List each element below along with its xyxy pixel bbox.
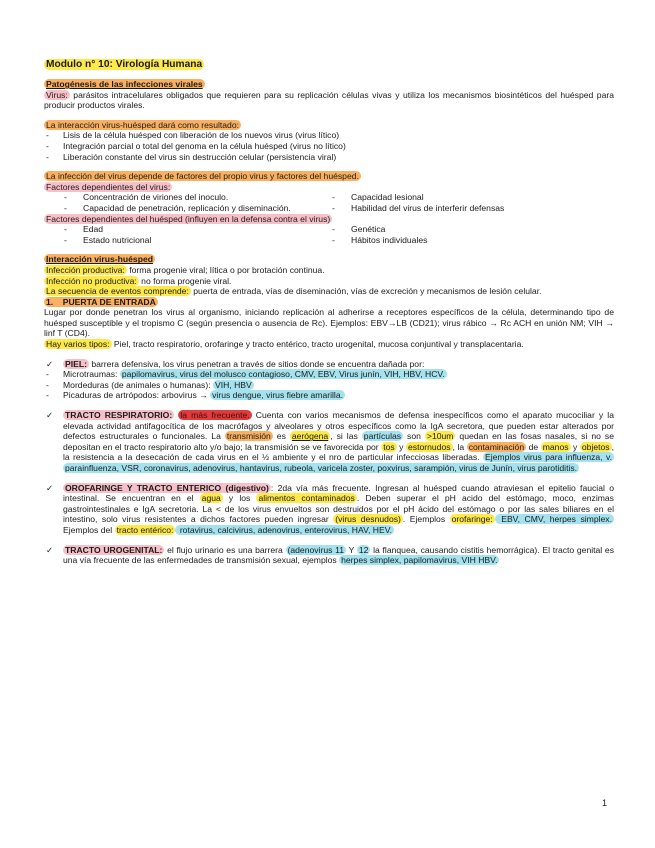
factores-virus-heading: Factores dependientes del virus: xyxy=(46,181,171,192)
virus-definition: Virus: parásitos intracelulares obligados que requieren para su replicación células vivas y utiliza los mecanismos biosintéticos del huésped para producir productos virales. xyxy=(44,89,614,111)
tracto-respiratorio-block: ✓ TRACTO RESPIRATORIO: la más frecuente. Cuenta con varios mecanismos de defensa inespecíficos como el aparato mucociliar y la elevada actividad antifagocítica de los macrófagos y alveolares y otros específicos como la IgA secretora, que pueden estar alterados por defectos estructurales o funcionales. La transmisión es aerógena , si las partículas son >10um quedan en las fosas nasales, si no se depositan en el tracto respiratorio alto y/o bajo; la transmisión se ve favorecida por tos y estornudos , la contaminación de manos y objetos , la resistencia a la desecación de cada virus en el ½ ambiente y el nro de particular infecciosas liberadas. Ejemplos virus para influenza, v. parainfluenza, VSR, coronavirus, adenovirus, hantavirus, rubeola, varicela zoster, poxvirus, sarampión, virus de Junín, virus parotiditis. xyxy=(46,410,615,473)
piel-list xyxy=(44,369,614,401)
infeccion-no-productiva: Infección no productiva: no forma progenie viral. xyxy=(46,275,232,286)
list-item: - Capacidad lesional xyxy=(329,192,614,203)
puerta-entrada-text: Lugar por donde penetran los virus al organismo, iniciando replicación al adherirse a receptores específicos de la célula, determinando tipo de huésped susceptible y el tropismo C (según presencia o ausencia de Rc). Ejemplos: EBV→LB (CD21); virus rábico → Rc ACH en unión NM; VIH → linf T (CD4). xyxy=(44,307,614,339)
factores-huesped-heading: Factores dependientes del huésped (influyen en la defensa contra el virus) xyxy=(46,213,331,224)
list-item: - Concentración de viriones del inoculo. xyxy=(44,192,329,203)
puerta-entrada-heading: 1. PUERTA DE ENTRADA xyxy=(46,296,156,307)
section-heading-patogenesis: Patogénesis de las infecciones virales xyxy=(46,79,203,89)
document-page xyxy=(44,58,614,566)
tipos-entrada: Hay varios tipos: Piel, tracto respiratorio, orofaringe y tracto entérico, tracto urogenital, mucosa conjuntival y transplacentaria. xyxy=(46,339,524,350)
list-item: - Microtraumas: papilomavirus, virus del molusco contagioso, CMV, EBV, Virus junín, VIH, HBV, HCV. xyxy=(44,369,614,380)
check-icon: ✓ xyxy=(46,544,54,555)
infeccion-productiva: Infección productiva: forma progenie viral; lítica o por brotación continua. xyxy=(46,264,325,275)
factores-heading: La infección del virus depende de factores del propio virus y factores del huésped. xyxy=(46,171,359,182)
page-number: 1 xyxy=(602,798,608,808)
factores-virus-list xyxy=(44,192,614,213)
factores-huesped-list xyxy=(44,224,614,245)
interaccion-list xyxy=(44,130,614,162)
check-icon: ✓ xyxy=(46,482,54,493)
document-title: Modulo n° 10: Virología Humana xyxy=(46,59,203,70)
list-item: - Liberación constante del virus sin destrucción celular (persistencia viral) xyxy=(44,152,614,163)
list-item: - Mordeduras (de animales o humanas): VIH, HBV xyxy=(44,380,614,391)
piel-block: ✓ PIEL: barrera defensiva, los virus penetran a través de sitios donde se encuentra dañada por: xyxy=(46,358,425,369)
list-item: - Edad xyxy=(44,224,329,235)
check-icon: ✓ xyxy=(46,358,54,369)
list-item: - Picaduras de artrópodos: arbovirus → virus dengue, virus fiebre amarilla. xyxy=(44,390,614,401)
list-item: - Capacidad de penetración, replicación y diseminación. xyxy=(44,203,329,214)
list-item: - Habilidad del virus de interferir defensas xyxy=(329,203,614,214)
list-item: - Estado nutricional xyxy=(44,235,329,246)
list-item: - Hábitos individuales xyxy=(329,235,614,246)
secuencia-eventos: La secuencia de eventos comprende: puerta de entrada, vías de diseminación, vías de excreción y mecanismos de lesión celular. xyxy=(46,286,542,297)
orofaringe-block: ✓ OROFARINGE Y TRACTO ENTERICO (digestivo) : 2da vía más frecuente. Ingresan al huésped cuando atraviesan el epitelio faucial o intestinal. Se encuentran en el agua y los alimentos contaminados . Deben superar el pH acido del estómago, moco, enzimas gastrointestinales e IgA secretoria. La < de los virus envueltos son destruidos por el pH ácido del estómago o por las sales biliares en el intestino, solo virus resistentes a dichos factores pueden ingresar (virus desnudos) . Ejemplos orofaringe: EBV, CMV, herpes simplex. Ejemplos del tracto entérico: rotavirus, calcivirus, adenovirus, enterovirus, HAV, HEV. xyxy=(46,482,614,535)
section-heading-interaccion: Interacción virus-huésped xyxy=(46,254,153,265)
tracto-urogenital-block: ✓ TRACTO UROGENITAL: el flujo urinario es una barrera (adenovirus 11 Y 12 la flanquea, causando cistitis hemorrágica). El tracto genital es una vía frecuente de las enfermedades de transmisión sexual, ejemplos herpes simplex, papilomavirus, VIH HBV. xyxy=(46,544,614,566)
list-item: - Genética xyxy=(329,224,614,235)
list-item: - Integración parcial o total del genoma en la célula huésped (virus no lítico) xyxy=(44,141,614,152)
interaccion-heading: La interacción virus-huésped dará como resultado: xyxy=(46,119,239,130)
check-icon: ✓ xyxy=(46,410,54,421)
list-item: - Lisis de la célula huésped con liberación de los nuevos virus (virus lítico) xyxy=(44,130,614,141)
